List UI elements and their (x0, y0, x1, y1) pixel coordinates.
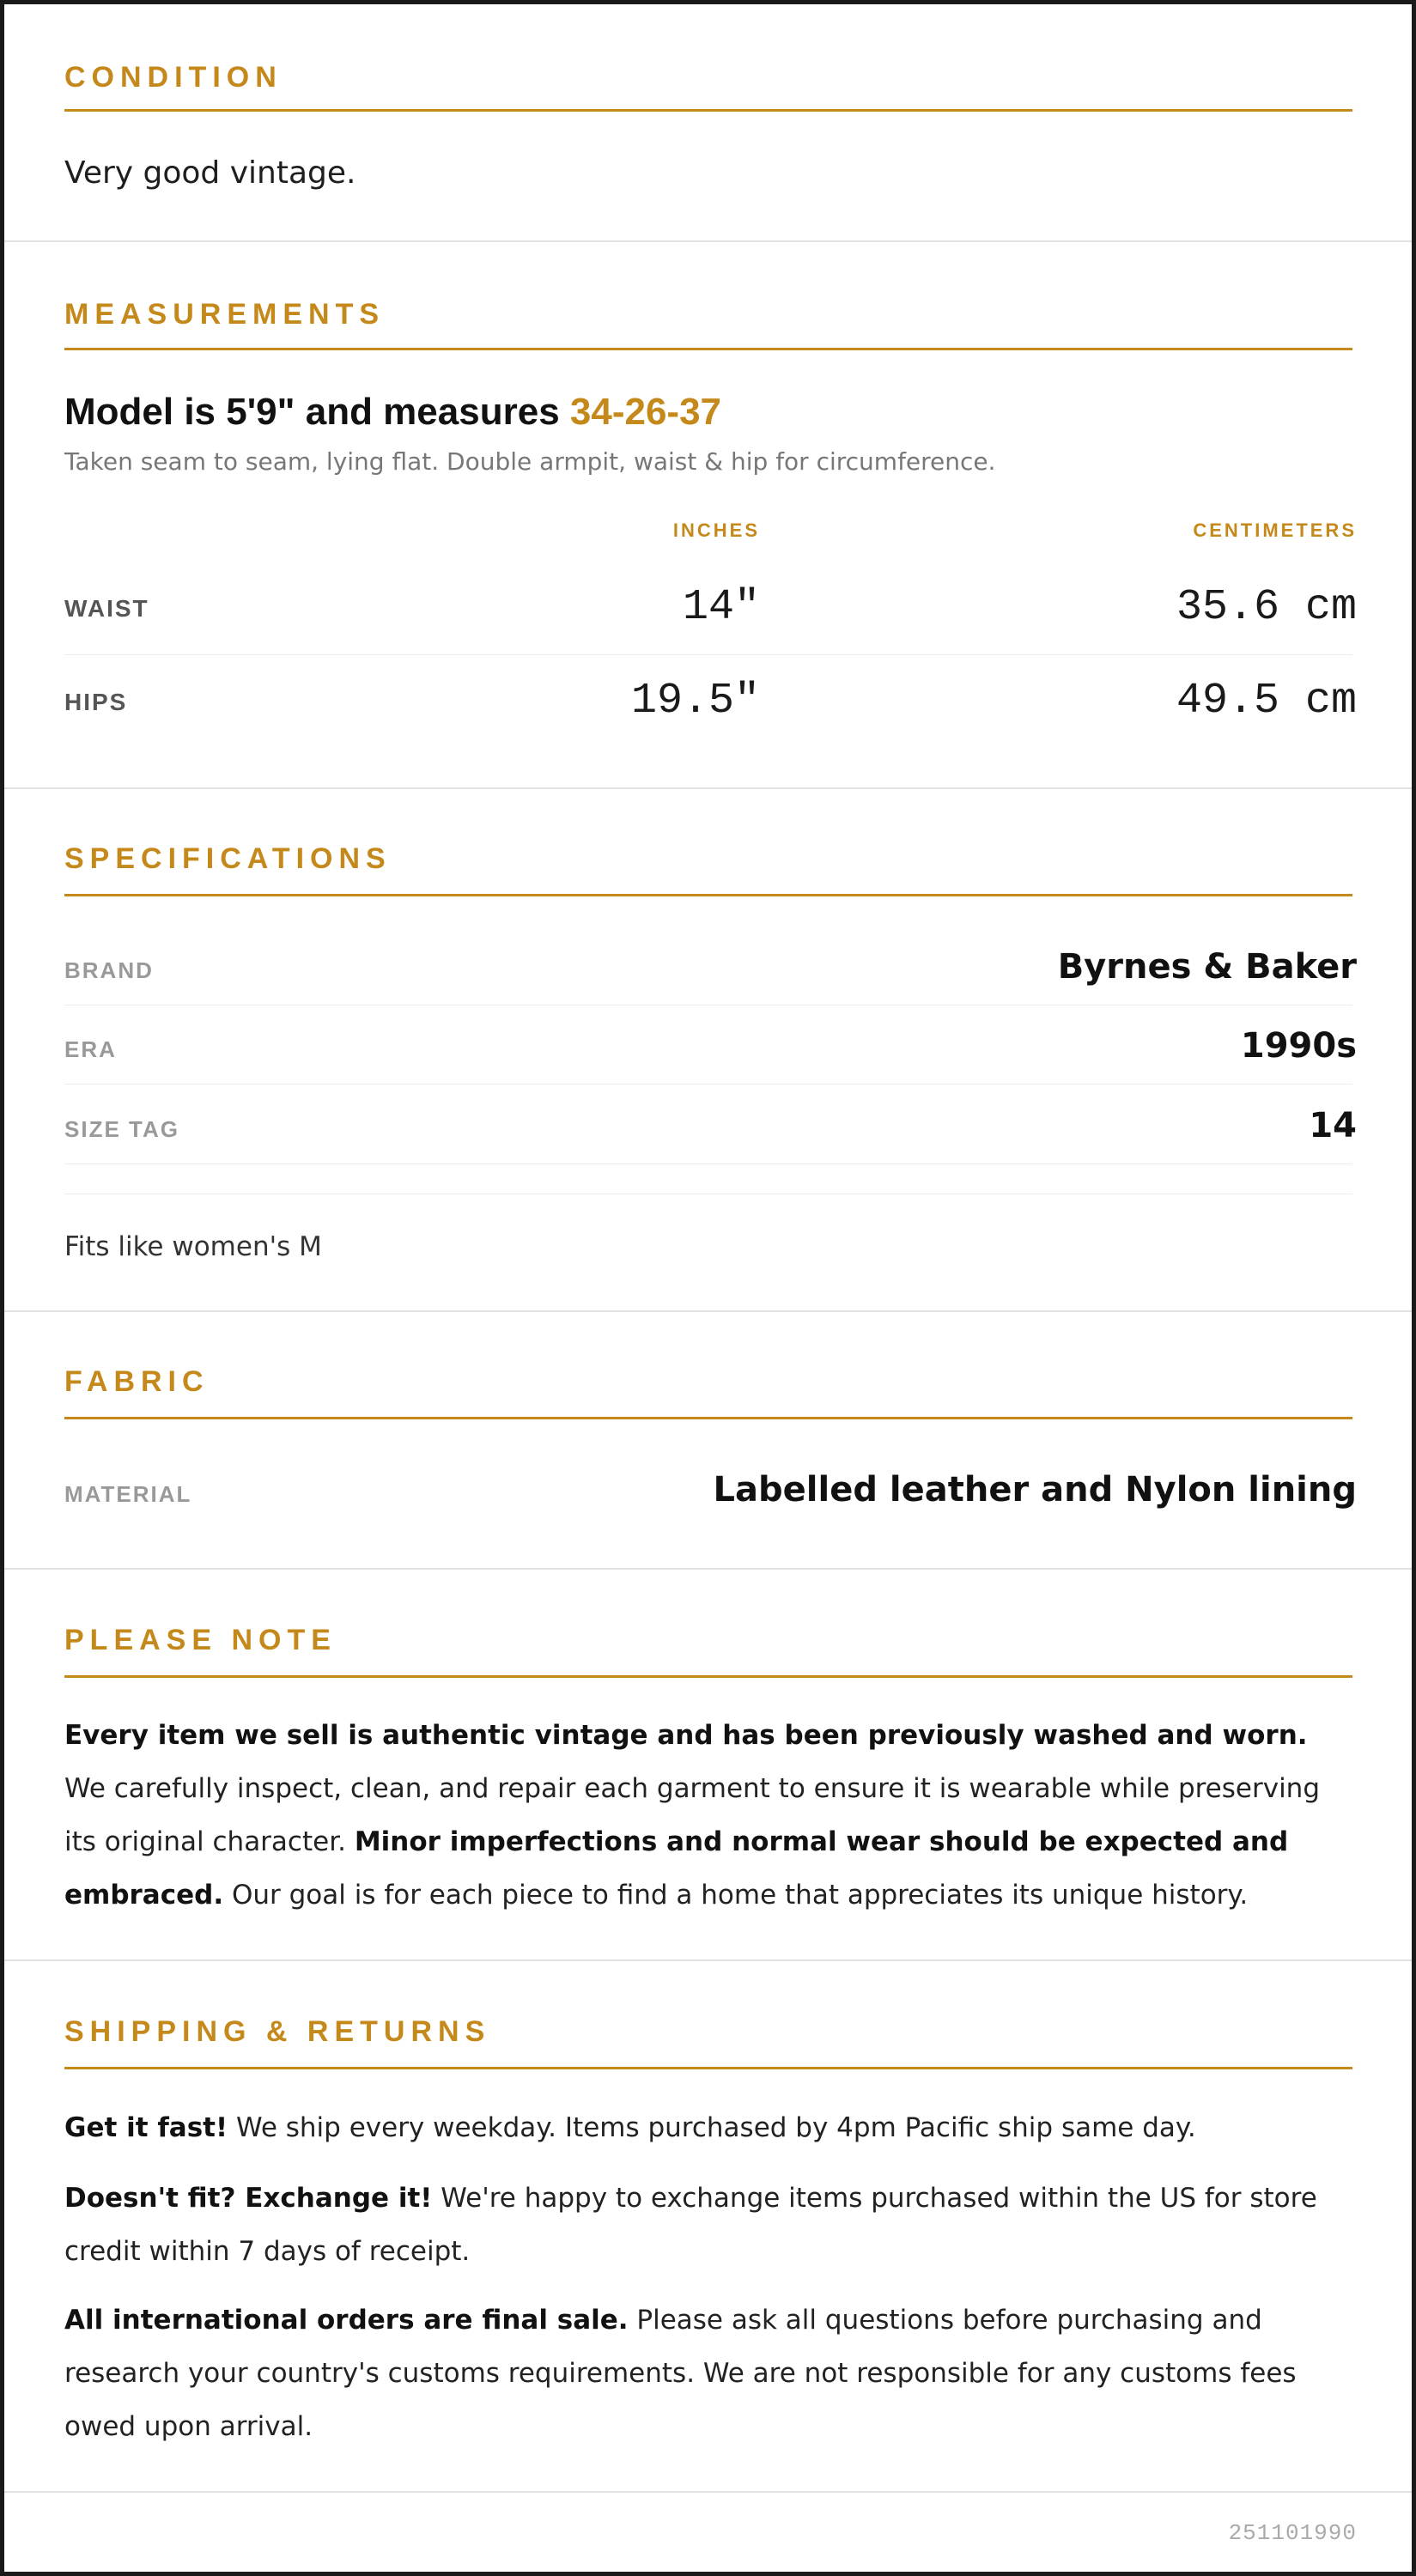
fabric-value-material: Labelled leather and Nylon lining (713, 1470, 1357, 1510)
please-note-heading: PLEASE NOTE (64, 1624, 337, 1656)
spec-value-era: 1990s (1240, 1026, 1357, 1066)
please-note-rule (64, 1675, 1352, 1678)
measurement-hips-inches: 19.5" (630, 677, 760, 726)
condition-text: Very good vintage. (64, 155, 356, 191)
measurement-note: Taken seam to seam, lying flat. Double armpit, waist & hip for circumference. (64, 447, 996, 476)
fabric-label-material: MATERIAL (64, 1481, 192, 1507)
condition-heading: CONDITION (64, 61, 283, 94)
column-header-centimeters: CENTIMETERS (1193, 519, 1357, 541)
section-divider (4, 2491, 1412, 2493)
row-separator (64, 654, 1352, 655)
please-note-bold-2: Minor imperfections and normal wear should be expected and embraced. (64, 1826, 1289, 1911)
spec-label-size-tag: SIZE TAG (64, 1116, 179, 1142)
measurement-label-hips: HIPS (64, 689, 128, 715)
shipping-returns-heading: SHIPPING & RETURNS (64, 2015, 491, 2048)
please-note-text-1: We carefully inspect, clean, and repair each garment to ensure it is wearable while preserving its original character. (64, 1773, 1321, 1857)
fabric-rule (64, 1417, 1352, 1419)
shipping-paragraph-1 (64, 2101, 1357, 2154)
measurements-rule (64, 348, 1352, 350)
spec-label-era: ERA (64, 1036, 117, 1062)
section-divider (4, 1568, 1412, 1570)
shipping-p2-text: We're happy to exchange items purchased within the US for store credit within 7 days of receipt. (64, 2183, 1317, 2267)
model-measurements-line (64, 391, 721, 434)
shipping-paragraph-2 (64, 2172, 1357, 2278)
measurements-heading: MEASUREMENTS (64, 298, 386, 331)
fit-note: Fits like women's M (64, 1231, 322, 1262)
shipping-p3-text: Please ask all questions before purchasing and research your country's customs requirements. We are not responsible for any customs fees owed upon arrival. (64, 2305, 1297, 2442)
shipping-p1-text: We ship every weekday. Items purchased by 4pm Pacific ship same day. (228, 2112, 1196, 2143)
please-note-text-2: Our goal is for each piece to find a home that appreciates its unique history. (223, 1880, 1249, 1911)
shipping-paragraph-3 (64, 2293, 1357, 2453)
measurement-waist-cm: 35.6 cm (1176, 583, 1357, 632)
fabric-heading: FABRIC (64, 1365, 210, 1398)
condition-rule (64, 109, 1352, 112)
model-prefix: Model is 5'9" and measures (64, 391, 570, 433)
shipping-p3-bold: All international orders are final sale. (64, 2305, 629, 2336)
shipping-p1-bold: Get it fast! (64, 2112, 228, 2143)
column-header-inches: INCHES (672, 519, 760, 541)
section-divider (4, 240, 1412, 242)
please-note-bold-1: Every item we sell is authentic vintage and has been previously washed and worn. (64, 1720, 1308, 1751)
section-divider (4, 1310, 1412, 1312)
section-divider (4, 1959, 1412, 1961)
measurement-hips-cm: 49.5 cm (1176, 677, 1357, 726)
sku-number: 251101990 (1228, 2520, 1357, 2546)
shipping-returns-rule (64, 2067, 1352, 2069)
row-separator (64, 1163, 1352, 1164)
spec-label-brand: BRAND (64, 957, 154, 983)
spec-value-brand: Byrnes & Baker (1057, 947, 1357, 987)
specifications-heading: SPECIFICATIONS (64, 842, 392, 875)
shipping-p2-bold: Doesn't fit? Exchange it! (64, 2183, 433, 2214)
model-measures-value: 34-26-37 (569, 391, 722, 433)
section-divider (4, 787, 1412, 789)
please-note-paragraph (64, 1709, 1357, 1922)
measurement-waist-inches: 14" (682, 583, 760, 632)
spec-value-size-tag: 14 (1309, 1106, 1357, 1145)
measurement-label-waist: WAIST (64, 595, 149, 622)
specifications-rule (64, 894, 1352, 896)
